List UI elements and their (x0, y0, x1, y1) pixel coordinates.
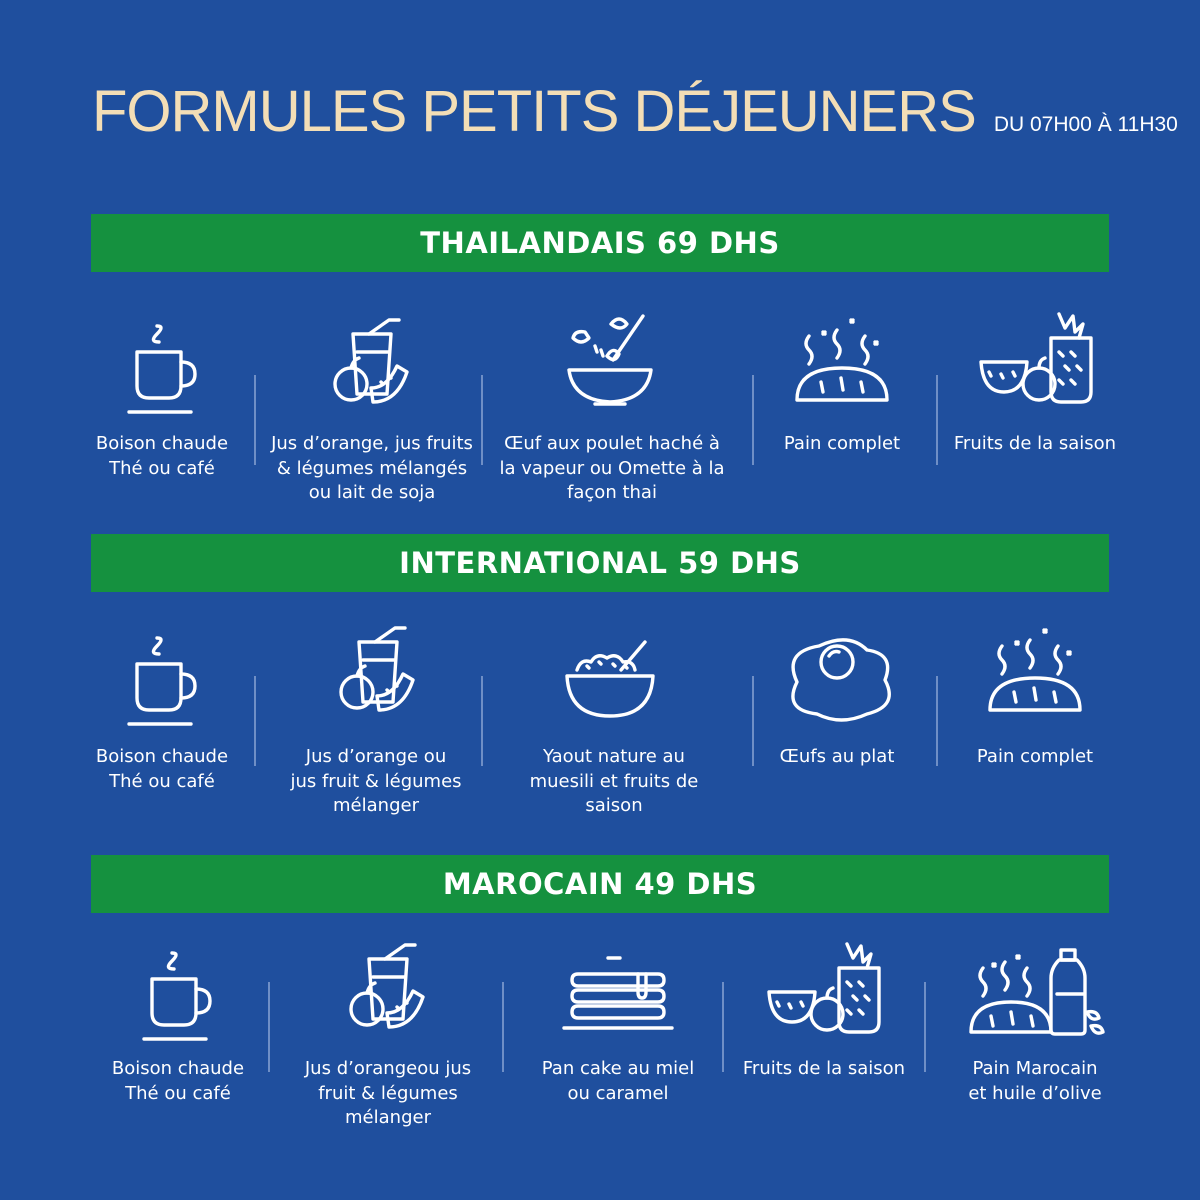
pancake-stack-icon (558, 950, 678, 1040)
juice-fruits-icon (315, 312, 425, 412)
item-label: Pan cake au miel ou caramel (541, 1058, 695, 1104)
item-label: Pain Marocain et huile d’olive (968, 1058, 1102, 1104)
menu-item (67, 945, 287, 1045)
item-label: Yaout nature au muesili et fruits de saison (529, 746, 699, 816)
bread-olive-oil-icon (965, 942, 1115, 1042)
section-heading: MAROCAIN 49 DHS (442, 867, 758, 901)
bread-loaf-icon (980, 622, 1090, 722)
menu-item (727, 628, 947, 724)
yogurt-bowl-icon (555, 632, 665, 728)
section-banner-international (91, 534, 1109, 592)
bread-loaf-icon (787, 312, 897, 412)
menu-item (732, 312, 952, 412)
service-hours: DU 07H00 À 11H30 (993, 113, 1178, 136)
menu-item (52, 318, 272, 418)
page-header (92, 78, 1178, 145)
item-label: Fruits de la saison (953, 433, 1117, 454)
coffee-cup-icon (122, 945, 232, 1045)
divider (481, 676, 483, 766)
menu-item (508, 950, 728, 1040)
fruits-basket-icon (973, 308, 1097, 408)
fried-egg-icon (777, 628, 897, 724)
menu-item (925, 622, 1145, 722)
menu-item (500, 310, 720, 414)
item-label: Pain complet (783, 433, 901, 454)
menu-item (713, 938, 933, 1038)
menu-item (52, 630, 272, 730)
menu-item (276, 937, 496, 1037)
item-label: Pain complet (976, 746, 1094, 767)
section-banner-marocain (91, 855, 1109, 913)
juice-fruits-icon (331, 937, 441, 1037)
item-label: Fruits de la saison (742, 1058, 906, 1079)
item-label: Boison chaude Thé ou café (95, 746, 229, 792)
menu-item (266, 620, 486, 720)
item-label: Jus d’orangeou jus fruit & légumes mélanger (304, 1058, 472, 1128)
coffee-cup-icon (107, 318, 217, 418)
section-heading: THAILANDAIS 69 DHS (420, 226, 780, 260)
item-label: Œufs au plat (779, 746, 895, 767)
egg-whisk-bowl-icon (555, 310, 665, 414)
coffee-cup-icon (107, 630, 217, 730)
menu-item (925, 308, 1145, 408)
fruits-basket-icon (761, 938, 885, 1038)
section-heading: INTERNATIONAL 59 DHS (399, 546, 801, 580)
menu-item (930, 942, 1150, 1042)
item-label: Œuf aux poulet haché à la vapeur ou Omette à la façon thai (499, 433, 725, 503)
item-label: Boison chaude Thé ou café (95, 433, 229, 479)
menu-item (500, 632, 720, 728)
item-label: Jus d’orange ou jus fruit & légumes mélanger (290, 746, 462, 816)
juice-fruits-icon (321, 620, 431, 720)
divider (481, 375, 483, 465)
section-banner-thailandais (91, 214, 1109, 272)
page-title: FORMULES PETITS DÉJEUNERS (92, 79, 976, 144)
menu-item (260, 312, 480, 412)
item-label: Boison chaude Thé ou café (111, 1058, 245, 1104)
item-label: Jus d’orange, jus fruits & légumes mélangés ou lait de soja (271, 433, 473, 503)
